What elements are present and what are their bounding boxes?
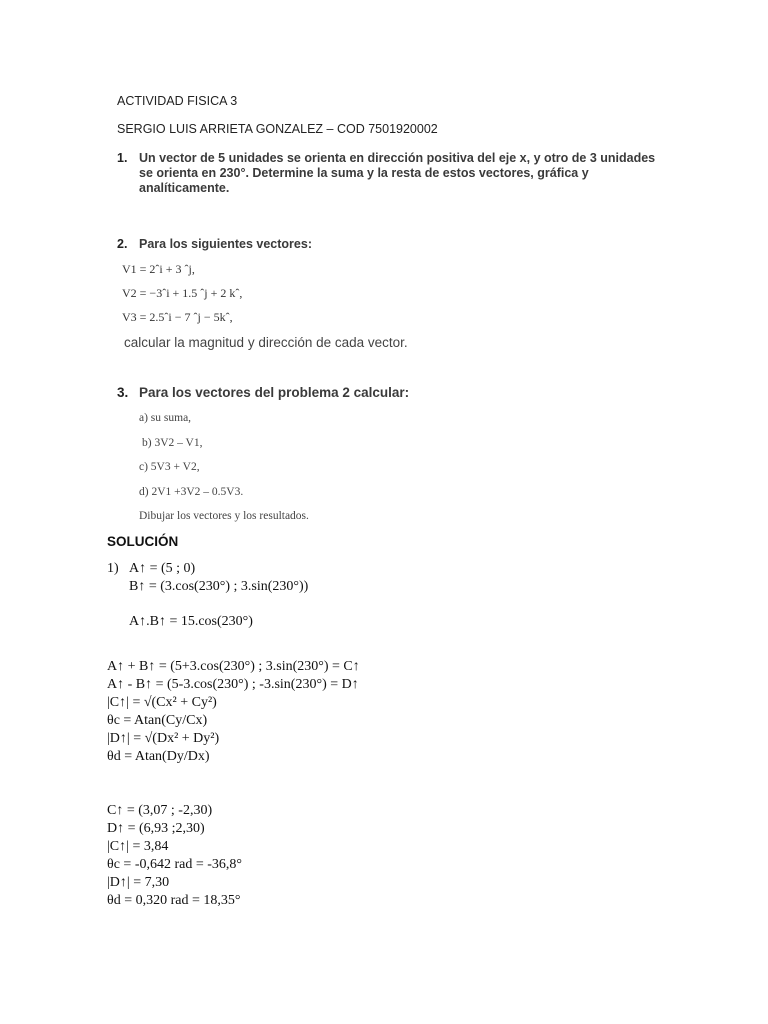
result-magnitude-d: |D↑| = 7,30 [107,875,170,890]
dot-product: A↑.B↑ = 15.cos(230°) [129,614,253,629]
question-3-title: Para los vectores del problema 2 calcular: [139,385,410,400]
result-c: C↑ = (3,07 ; -2,30) [107,803,213,818]
result-angle-c: θc = -0,642 rad = -36,8° [107,857,243,872]
vector-sum: A↑ + B↑ = (5+3.cos(230°) ; 3.sin(230°) = C↑ [107,659,360,674]
result-magnitude-c: |C↑| = 3,84 [107,839,169,854]
question-2-number: 2. [117,237,128,251]
item-c: c) 5V3 + V2, [139,461,200,473]
question-1-line-2: se orienta en 230°. Determine la suma y la resta de estos vectores, gráfica y [139,166,589,180]
question-3-number: 3. [117,385,129,400]
magnitude-d-formula: |D↑| = √(Dx² + Dy²) [107,731,220,746]
item-b: b) 3V2 – V1, [142,437,203,449]
vector-b: B↑ = (3.cos(230°) ; 3.sin(230°)) [129,579,309,594]
vector-v3: V3 = 2.5ˆi − 7 ˆj − 5kˆ, [122,310,233,324]
author-line: SERGIO LUIS ARRIETA GONZALEZ – COD 7501920002 [117,122,438,136]
solution-title: SOLUCIÓN [107,534,179,549]
activity-title: ACTIVIDAD FISICA 3 [117,94,238,108]
angle-d-formula: θd = Atan(Dy/Dx) [107,749,210,764]
result-d: D↑ = (6,93 ;2,30) [107,821,205,836]
vector-v2: V2 = −3ˆi + 1.5 ˆj + 2 kˆ, [122,286,243,300]
question-2-title: Para los siguientes vectores: [139,237,312,251]
solution-1-number: 1) [107,561,119,576]
question-1-line-3: analíticamente. [139,181,230,195]
drawing-note: Dibujar los vectores y los resultados. [139,510,309,522]
question-1-line-1: Un vector de 5 unidades se orienta en dirección positiva del eje x, y otro de 3 unidades [139,151,656,165]
vector-difference: A↑ - B↑ = (5-3.cos(230°) ; -3.sin(230°) = D↑ [107,677,359,692]
item-a: a) su suma, [139,412,192,424]
question-2-instruction: calcular la magnitud y dirección de cada vector. [124,335,408,350]
item-d: d) 2V1 +3V2 – 0.5V3. [139,486,244,498]
magnitude-c-formula: |C↑| = √(Cx² + Cy²) [107,695,217,710]
vector-v1: V1 = 2ˆi + 3 ˆj, [122,262,195,276]
question-1-number: 1. [117,151,128,165]
angle-c-formula: θc = Atan(Cy/Cx) [107,713,208,728]
result-angle-d: θd = 0,320 rad = 18,35° [107,893,241,908]
vector-a: A↑ = (5 ; 0) [129,561,196,576]
